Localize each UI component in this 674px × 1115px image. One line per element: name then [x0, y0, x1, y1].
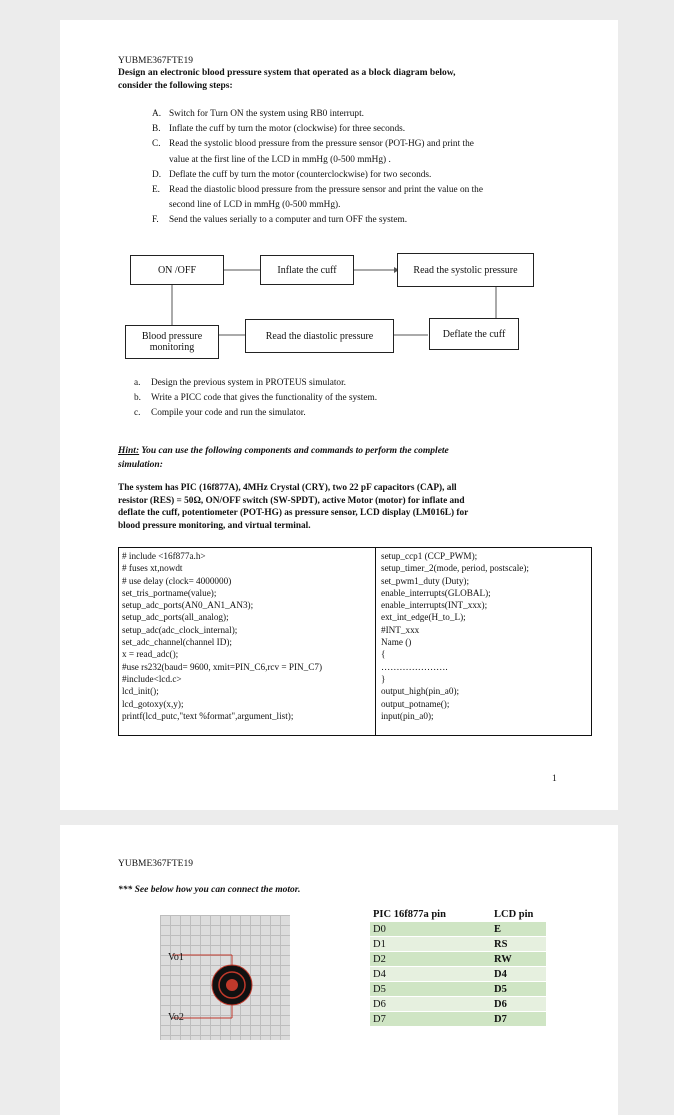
lcd-pin-cell: RS: [491, 937, 546, 952]
code-line: # include <16f877a.h>: [122, 551, 206, 561]
pic-pin-cell: D2: [370, 952, 491, 967]
motor-note: *** See below how you can connect the motor.: [118, 885, 301, 895]
code-line: }: [381, 673, 386, 684]
code-line: output_potname();: [381, 698, 450, 709]
code-line: enable_interrupts(GLOBAL);: [381, 587, 491, 598]
code-line: input(pin_a0);: [381, 710, 434, 721]
pin-row: [370, 937, 546, 952]
lcd-pin-cell: E: [491, 922, 546, 937]
assignment-heading-line2: consider the following steps:: [118, 81, 233, 91]
step-marker: F.: [152, 215, 159, 226]
code-line: setup_timer_2(mode, period, postscale);: [381, 563, 529, 574]
components-line: The system has PIC (16f877A), 4MHz Crystal (CRY), two 22 pF capacitors (CAP), all: [118, 483, 457, 493]
code-line: ext_int_edge(H_to_L);: [381, 612, 466, 623]
step-marker: A.: [152, 109, 162, 119]
code-line: #INT_xxx: [381, 624, 420, 635]
code-line: #use rs232(baud= 9600, xmit=PIN_C6,rcv = PIN_C7): [122, 661, 323, 672]
code-line: #include<lcd.c>: [122, 673, 182, 684]
step-text-line: Read the diastolic blood pressure from the pressure sensor and print the value on the: [169, 185, 483, 196]
lcd-pin-cell: RW: [491, 952, 546, 967]
code-line: # use delay (clock= 4000000): [122, 575, 232, 586]
code-line: {: [381, 649, 386, 660]
vo1-label: Vo1: [168, 952, 184, 963]
code-line: output_high(pin_a0);: [381, 686, 460, 697]
code-line: printf(lcd_putc,"text %format",argument_list);: [122, 710, 294, 721]
step-text-line: Send the values serially to a computer and turn OFF the system.: [169, 215, 408, 226]
code-left-column: [122, 550, 322, 722]
task-item: [134, 391, 554, 406]
pic-pin-header: PIC 16f877a pin: [373, 909, 446, 920]
task-marker: a.: [134, 378, 141, 388]
deflate-cuff-block: Deflate the cuff: [429, 318, 519, 350]
step-marker: D.: [152, 169, 162, 180]
code-line: lcd_gotoxy(x,y);: [122, 698, 184, 709]
lcd-pin-cell: D5: [491, 982, 546, 997]
read-systolic-block: Read the systolic pressure: [397, 253, 534, 287]
code-right-column: [381, 550, 529, 722]
pin-row: [370, 982, 546, 997]
step-text-line: second line of LCD in mmHg (0-500 mmHg).: [169, 200, 341, 211]
task-item: [134, 406, 554, 421]
pic-pin-cell: D4: [370, 967, 491, 982]
lcd-pin-cell: D7: [491, 1012, 546, 1027]
pin-mapping-table: [370, 908, 546, 1026]
code-line: ………………….: [381, 661, 448, 672]
step-text-line: Switch for Turn ON the system using RB0 interrupt.: [169, 109, 364, 119]
step-text-line: Inflate the cuff by turn the motor (clockwise) for three seconds.: [169, 124, 406, 135]
tasks-list: [134, 376, 554, 422]
pin-row: [370, 952, 546, 967]
code-line: set_adc_channel(channel ID);: [122, 637, 232, 648]
components-line: deflate the cuff, potentiometer (POT-HG) as pressure sensor, LCD display (LM016L) for: [118, 508, 469, 518]
lcd-pin-header: LCD pin: [494, 909, 534, 920]
step-marker: B.: [152, 124, 161, 135]
pic-pin-cell: D7: [370, 1012, 491, 1027]
hint-line1: You can use the following components and commands to perform the complete: [139, 446, 449, 456]
step-marker: C.: [152, 139, 161, 150]
pic-pin-cell: D1: [370, 937, 491, 952]
hint-label: Hint:: [118, 446, 140, 456]
pin-row: [370, 967, 546, 982]
pic-pin-cell: D6: [370, 997, 491, 1012]
code-line: setup_adc_ports(all_analog);: [122, 612, 229, 623]
code-line: set_tris_portname(value);: [122, 587, 217, 598]
components-line: resistor (RES) = 50Ω, ON/OFF switch (SW-SPDT), active Motor (motor) for inflate and: [118, 495, 465, 506]
pin-row: [370, 1012, 546, 1027]
step-text-line: Deflate the cuff by turn the motor (counterclockwise) for two seconds.: [169, 169, 432, 180]
task-marker: c.: [134, 408, 141, 419]
code-line: set_pwm1_duty (Duty);: [381, 575, 470, 586]
hint-text: [118, 444, 588, 472]
bp-monitoring-line2: monitoring: [149, 342, 195, 353]
vo2-label: Vo2: [168, 1012, 184, 1023]
task-text: Write a PICC code that gives the functionality of the system.: [151, 393, 378, 404]
pin-row: [370, 922, 546, 937]
pic-pin-cell: D0: [370, 922, 491, 937]
lcd-pin-cell: D6: [491, 997, 546, 1012]
motor-icon: [212, 965, 252, 1005]
code-line: lcd_init();: [122, 686, 159, 697]
inflate-cuff-block: Inflate the cuff: [260, 255, 354, 285]
on-off-block: ON /OFF: [130, 255, 224, 285]
code-table-divider: [375, 548, 376, 735]
task-item: [134, 376, 554, 391]
code-line: enable_interrupts(INT_xxx);: [381, 600, 488, 611]
task-marker: b.: [134, 393, 141, 404]
code-line: setup_adc(adc_clock_internal);: [122, 624, 238, 635]
task-text: Design the previous system in PROTEUS simulator.: [151, 378, 346, 388]
course-code: YUBME367FTE19: [118, 56, 193, 66]
pic-pin-cell: D5: [370, 982, 491, 997]
hint-line2: simulation:: [118, 460, 163, 470]
code-line: # fuses xt,nowdt: [122, 563, 183, 574]
assignment-heading-line1: Design an electronic blood pressure system that operated as a block diagram below,: [118, 68, 456, 78]
page-number: 1: [552, 774, 557, 784]
lcd-pin-cell: D4: [491, 967, 546, 982]
step-text-line: value at the first line of the LCD in mmHg (0-500 mmHg) .: [169, 154, 391, 165]
step-marker: E.: [152, 185, 161, 196]
code-line: setup_ccp1 (CCP_PWM);: [381, 551, 478, 561]
bp-monitoring-line1: Blood pressure: [141, 331, 203, 342]
code-line: setup_adc_ports(AN0_AN1_AN3);: [122, 600, 254, 611]
course-code-page2: YUBME367FTE19: [118, 859, 193, 869]
step-text-line: Read the systolic blood pressure from the pressure sensor (POT-HG) and print the: [169, 139, 474, 150]
components-line: blood pressure monitoring, and virtual terminal.: [118, 520, 311, 531]
document-page-1: [60, 20, 618, 810]
document-page-2: [60, 825, 618, 1115]
read-diastolic-block: Read the diastolic pressure: [245, 319, 394, 353]
code-reference-table: [118, 547, 592, 736]
task-text: Compile your code and run the simulator.: [151, 408, 306, 419]
pin-row: [370, 997, 546, 1012]
components-paragraph: [118, 482, 598, 532]
code-line: Name (): [381, 637, 412, 648]
bp-monitoring-block: [125, 325, 219, 359]
code-line: x = read_adc();: [122, 649, 179, 660]
